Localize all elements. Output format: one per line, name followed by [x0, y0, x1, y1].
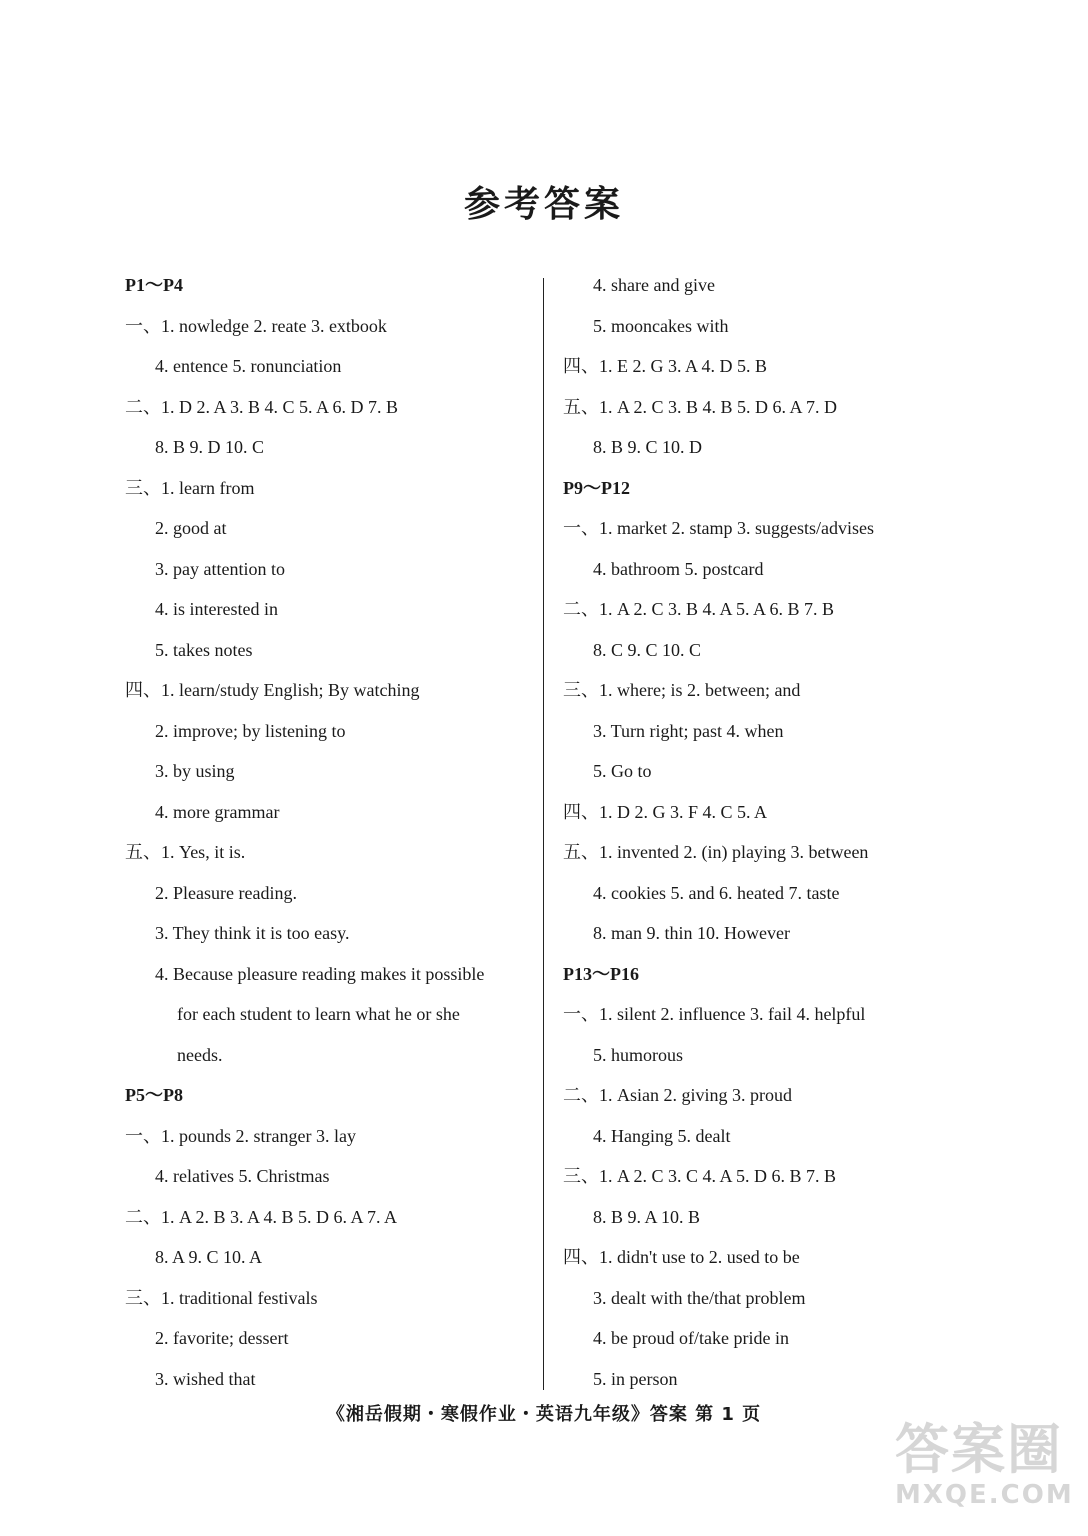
- answer-line: 一、1. market 2. stamp 3. suggests/advises: [563, 518, 874, 538]
- answer-line: 2. good at: [155, 518, 227, 538]
- answer-line: 四、1. didn't use to 2. used to be: [563, 1247, 800, 1267]
- answer-line: 4. more grammar: [155, 801, 280, 822]
- answer-line: 3. Turn right; past 4. when: [593, 720, 784, 741]
- answer-line: 4. relatives 5. Christmas: [155, 1166, 330, 1186]
- answer-line: 8. B 9. D 10. C: [155, 437, 265, 457]
- answer-line: 5. in person: [593, 1368, 678, 1389]
- answer-line: 四、1. D 2. G 3. F 4. C 5. A: [563, 801, 768, 822]
- answer-line: 三、1. learn from: [125, 477, 255, 498]
- answer-line: 一、1. pounds 2. stranger 3. lay: [125, 1125, 356, 1146]
- answer-line: 4. Because pleasure reading makes it possible: [155, 963, 485, 984]
- answer-line: 2. Pleasure reading.: [155, 882, 297, 903]
- answer-line: 8. B 9. C 10. D: [593, 437, 703, 457]
- watermark-text: 答案圈: [895, 1418, 1063, 1481]
- answer-line: 一、1. nowledge 2. reate 3. extbook: [125, 315, 387, 336]
- answer-line: for each student to learn what he or she: [177, 1004, 460, 1024]
- answer-line: 二、1. A 2. C 3. B 4. A 5. A 6. B 7. B: [563, 599, 835, 619]
- page-title: 参考答案: [463, 184, 624, 225]
- answer-line: needs.: [177, 1044, 223, 1065]
- answer-line: 2. favorite; dessert: [155, 1328, 289, 1348]
- answer-line: 五、1. A 2. C 3. B 4. B 5. D 6. A 7. D: [563, 396, 838, 417]
- answer-line: 3. They think it is too easy.: [155, 923, 350, 943]
- answer-line: 8. man 9. thin 10. However: [593, 923, 790, 943]
- answer-line: 二、1. D 2. A 3. B 4. C 5. A 6. D 7. B: [125, 396, 399, 417]
- answer-line: 5. Go to: [593, 761, 652, 781]
- answer-line: 3. dealt with the/that problem: [593, 1287, 806, 1308]
- answer-line: 四、1. E 2. G 3. A 4. D 5. B: [563, 356, 768, 376]
- answer-line: 一、1. silent 2. influence 3. fail 4. helpful: [563, 1004, 866, 1024]
- answer-line: 4. entence 5. ronunciation: [155, 356, 342, 376]
- answer-line: 三、1. where; is 2. between; and: [563, 680, 801, 700]
- section-heading: P13～P16: [563, 963, 639, 984]
- answer-line: 三、1. A 2. C 3. C 4. A 5. D 6. B 7. B: [563, 1166, 837, 1186]
- watermark-url: MXQE.COM: [895, 1480, 1074, 1510]
- answer-line: 4. bathroom 5. postcard: [593, 558, 764, 579]
- answer-line: 5. takes notes: [155, 639, 253, 660]
- watermark-logo: [895, 1420, 1075, 1528]
- answer-line: 三、1. traditional festivals: [125, 1287, 318, 1308]
- answer-line: 4. cookies 5. and 6. heated 7. taste: [593, 882, 840, 903]
- answer-line: 5. mooncakes with: [593, 315, 729, 336]
- answer-line: 二、1. Asian 2. giving 3. proud: [563, 1085, 792, 1105]
- answer-line: 五、1. Yes, it is.: [125, 842, 246, 862]
- answer-line: 4. is interested in: [155, 599, 278, 619]
- answer-line: 4. Hanging 5. dealt: [593, 1125, 731, 1146]
- answer-line: 3. wished that: [155, 1368, 256, 1389]
- answer-line: 5. humorous: [593, 1044, 683, 1065]
- answer-column-left: [125, 265, 535, 1399]
- answer-line: 3. pay attention to: [155, 558, 285, 579]
- answer-line: 二、1. A 2. B 3. A 4. B 5. D 6. A 7. A: [125, 1206, 398, 1227]
- answer-line: 8. B 9. A 10. B: [593, 1206, 701, 1227]
- answer-line: 五、1. invented 2. (in) playing 3. between: [563, 842, 869, 862]
- column-divider: [543, 278, 544, 1390]
- section-heading: P9～P12: [563, 477, 630, 498]
- answer-line: 四、1. learn/study English; By watching: [125, 680, 420, 700]
- answer-line: 4. share and give: [593, 275, 715, 295]
- answer-column-right: [563, 265, 973, 1399]
- answer-line: 4. be proud of/take pride in: [593, 1328, 789, 1348]
- answer-line: 8. C 9. C 10. C: [593, 639, 702, 660]
- answer-line: 2. improve; by listening to: [155, 720, 346, 741]
- answer-line: 3. by using: [155, 761, 235, 781]
- answer-line: 8. A 9. C 10. A: [155, 1247, 263, 1267]
- section-heading: P1～P4: [125, 275, 183, 295]
- section-heading: P5～P8: [125, 1085, 183, 1105]
- page-footer: 《湘岳假期・寒假作业・英语九年级》答案 第 1 页: [326, 1404, 762, 1425]
